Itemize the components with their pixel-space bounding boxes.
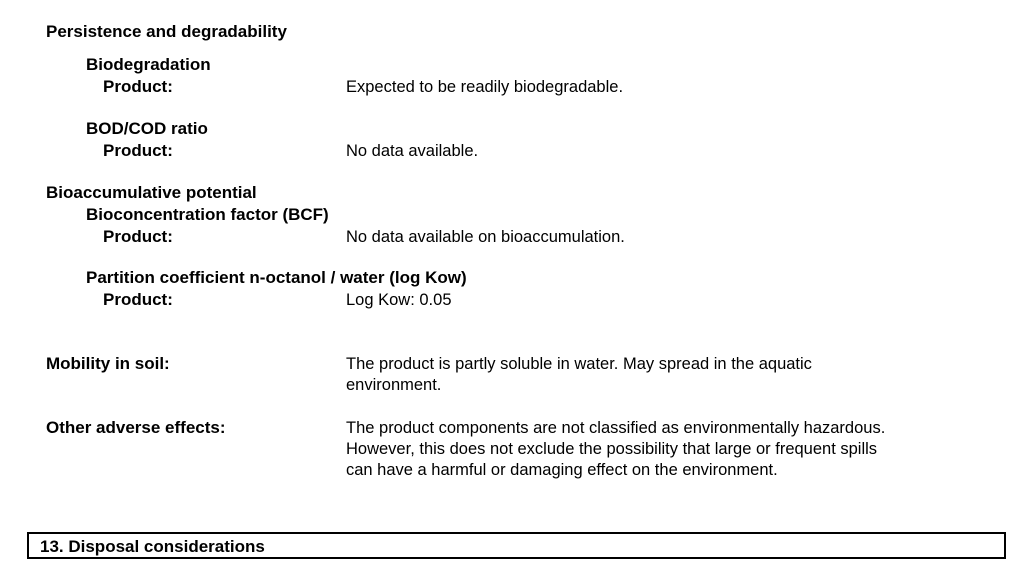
kow-product-value: Log Kow: 0.05 [346, 291, 452, 309]
bod-cod-product-value: No data available. [346, 142, 479, 160]
other-effects-label: Other adverse effects: [46, 418, 226, 437]
other-effects-text-line: The product components are not classified as environmentally hazardous. [346, 419, 886, 437]
other-effects-text-line: However, this does not exclude the possibility that large or frequent spills [346, 440, 878, 458]
kow-heading: Partition coefficient n-octanol / water (log Kow) [86, 268, 467, 287]
bioaccumulative-heading: Bioaccumulative potential [46, 183, 257, 202]
bod-cod-product-label: Product: [103, 141, 173, 160]
bcf-product-label: Product: [103, 227, 173, 246]
biodegradation-product-label: Product: [103, 77, 173, 96]
kow-product-label: Product: [103, 290, 173, 309]
biodegradation-product-value: Expected to be readily biodegradable. [346, 78, 624, 96]
section-13-header [27, 532, 1006, 559]
bcf-heading: Bioconcentration factor (BCF) [86, 205, 329, 224]
section-13-title: 13. Disposal considerations [40, 537, 265, 556]
bcf-product-value: No data available on bioaccumulation. [346, 228, 625, 246]
mobility-text-line: The product is partly soluble in water. May spread in the aquatic [346, 355, 812, 373]
mobility-text-line: environment. [346, 376, 442, 394]
biodegradation-heading: Biodegradation [86, 55, 211, 74]
bod-cod-heading: BOD/COD ratio [86, 119, 208, 138]
persistence-heading: Persistence and degradability [46, 22, 287, 41]
mobility-label: Mobility in soil: [46, 354, 170, 373]
other-effects-text-line: can have a harmful or damaging effect on the environment. [346, 461, 778, 479]
